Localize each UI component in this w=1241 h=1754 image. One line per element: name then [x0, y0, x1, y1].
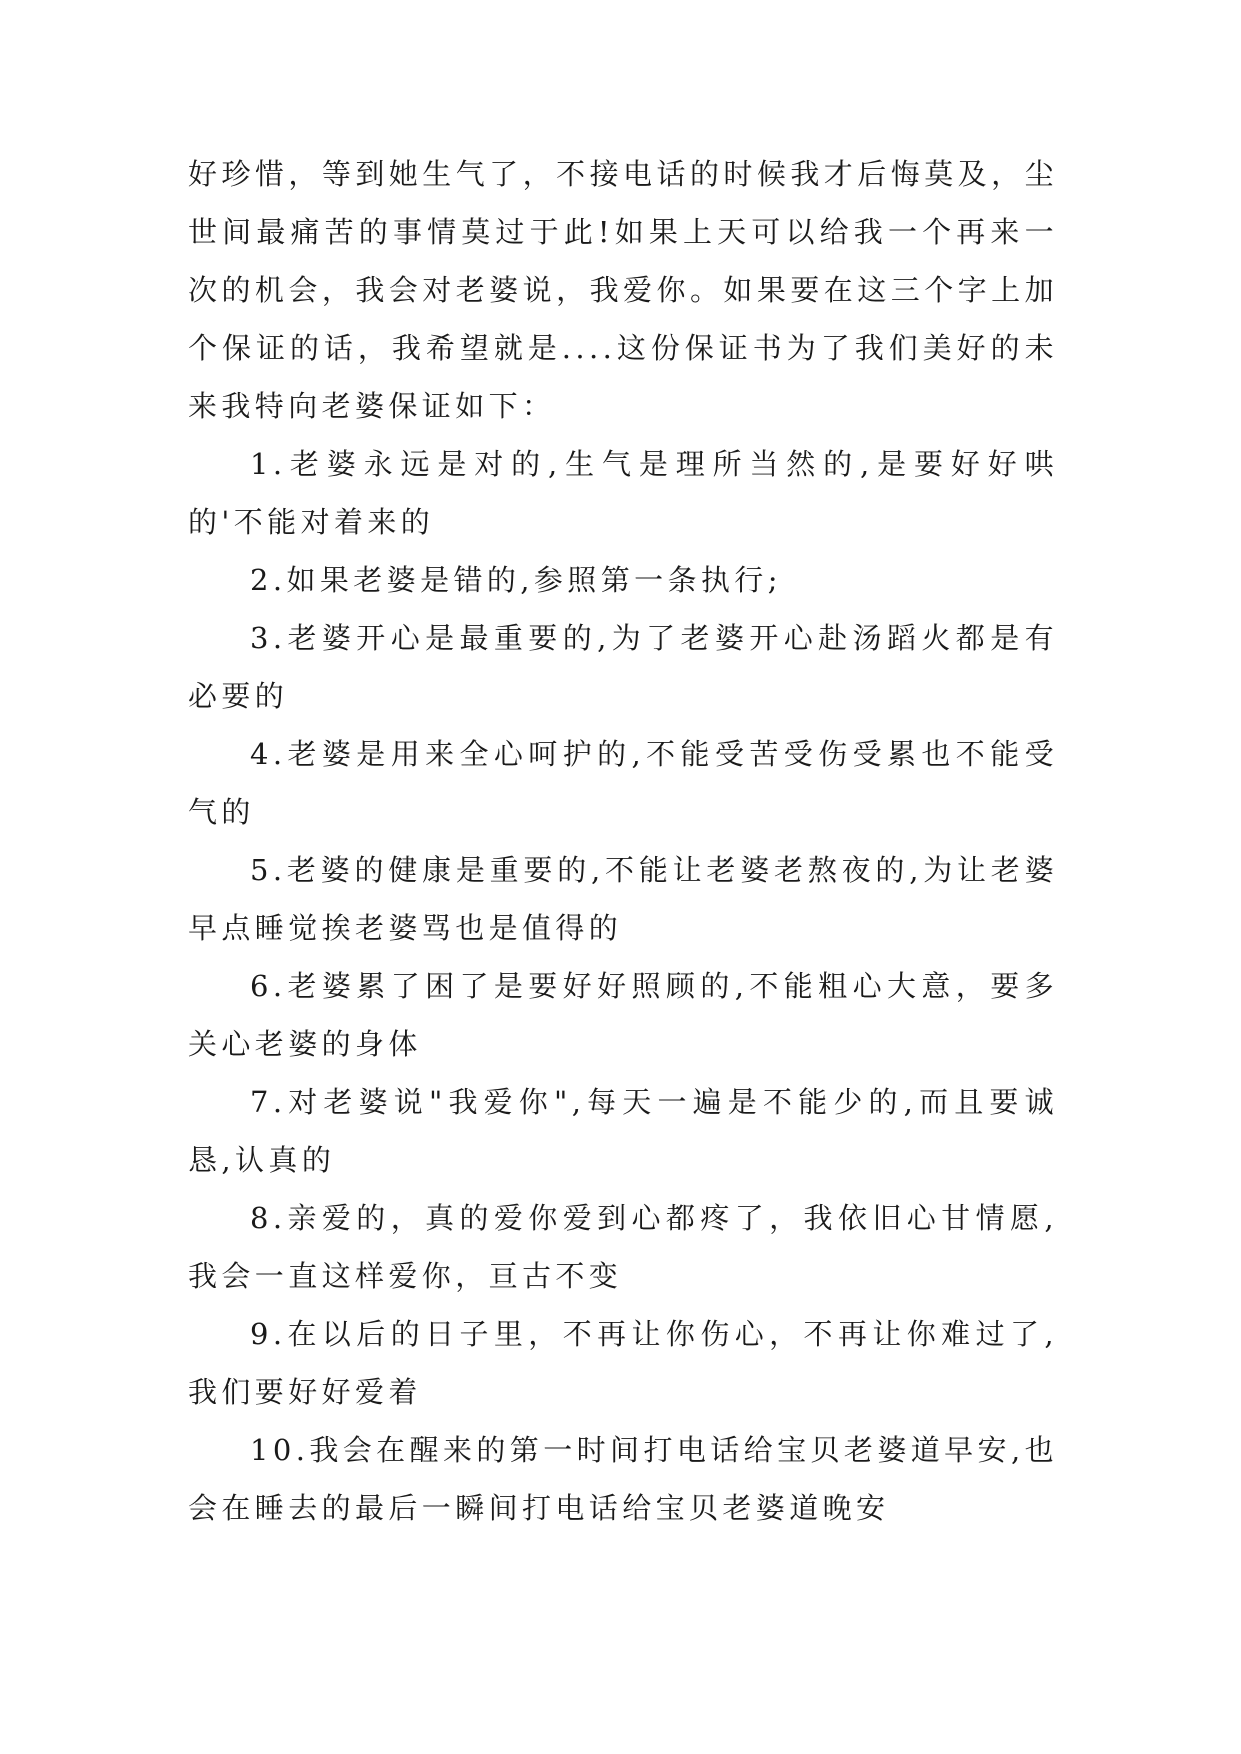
- pledge-item-8: 8.亲爱的，真的爱你爱到心都疼了，我依旧心甘情愿,我会一直这样爱你，亘古不变: [188, 1201, 1058, 1293]
- pledge-item-2: 2.如果老婆是错的,参照第一条执行;: [250, 563, 782, 597]
- pledge-item-6: 6.老婆累了困了是要好好照顾的,不能粗心大意，要多关心老婆的身体: [188, 969, 1058, 1061]
- pledge-item-3: 3.老婆开心是最重要的,为了老婆开心赴汤蹈火都是有必要的: [188, 621, 1058, 713]
- pledge-item-9: 9.在以后的日子里，不再让你伤心，不再让你难过了,我们要好好爱着: [188, 1317, 1058, 1409]
- pledge-item-1: 1.老婆永远是对的,生气是理所当然的,是要好好哄的'不能对着来的: [188, 447, 1058, 539]
- pledge-item-7: 7.对老婆说"我爱你",每天一遍是不能少的,而且要诚恳,认真的: [188, 1085, 1058, 1177]
- pledge-item-10: 10.我会在醒来的第一时间打电话给宝贝老婆道早安,也会在睡去的最后一瞬间打电话给宝贝老婆道晚安: [188, 1433, 1058, 1525]
- pledge-item-5: 5.老婆的健康是重要的,不能让老婆老熬夜的,为让老婆早点睡觉挨老婆骂也是值得的: [188, 853, 1058, 945]
- document-page: [188, 145, 1058, 1537]
- intro-paragraph: 好珍惜，等到她生气了，不接电话的时候我才后悔莫及，尘世间最痛苦的事情莫过于此!如果上天可以给我一个再来一次的机会，我会对老婆说，我爱你。如果要在这三个字上加个保证的话，我希望就是....这份保证书为了我们美好的未来我特向老婆保证如下：: [188, 157, 1058, 423]
- pledge-item-4: 4.老婆是用来全心呵护的,不能受苦受伤受累也不能受气的: [188, 737, 1058, 829]
